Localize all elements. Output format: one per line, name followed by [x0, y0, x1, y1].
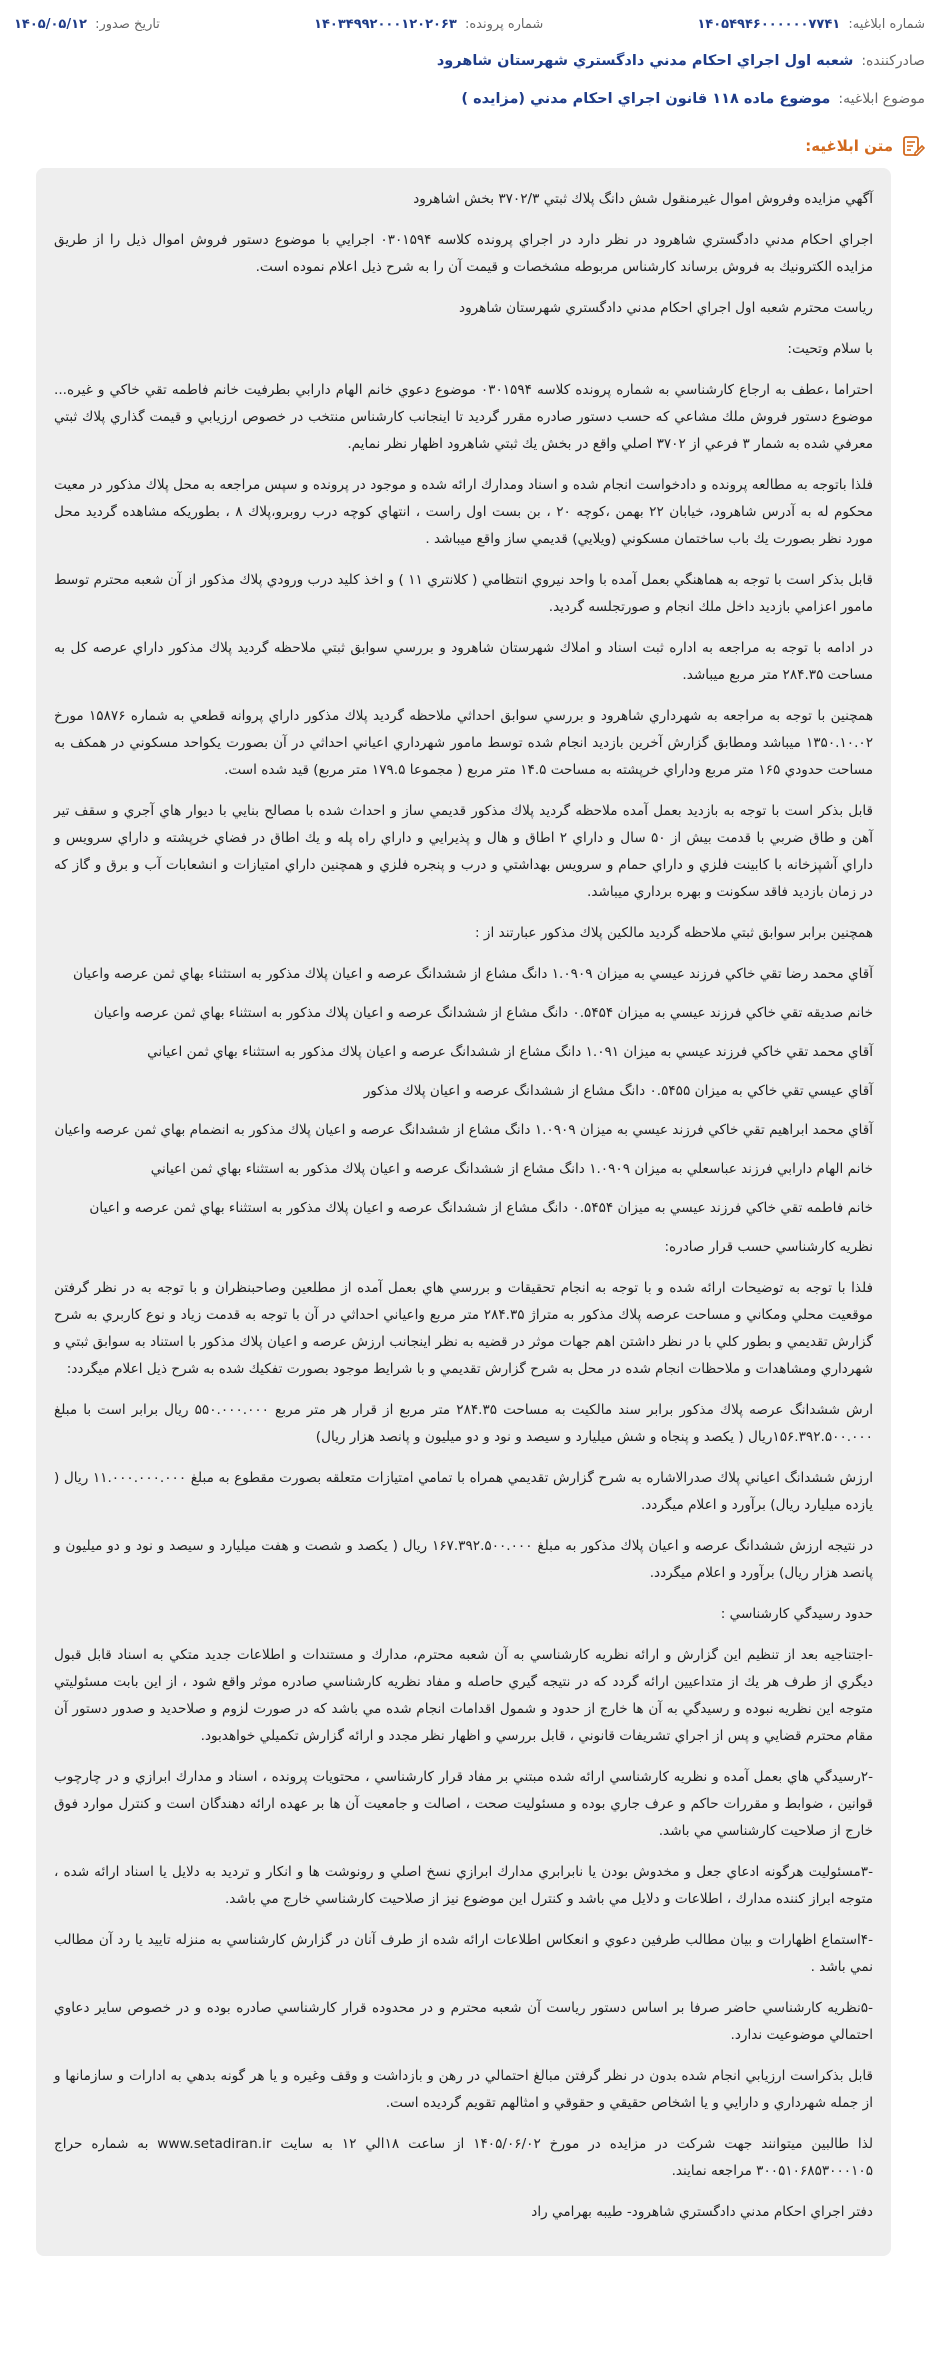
notice-text-heading	[14, 124, 925, 168]
issue-date	[14, 17, 160, 32]
notice-paragraph: ارش ششدانگ عرصه پلاك مذكور برابر سند مالكيت به مساحت ۲۸۴.۳۵ متر مربع از قرار هر متر مربع ۵۵۰.۰۰۰.۰۰۰ ريال برابر است با مبلغ ۱۵۶.۳۹۲.۵۰۰.۰۰۰ريال ( يكصد و پنجاه و شش ميليارد و سيصد و نود و دو ميليون و پانصد هزار ريال)	[54, 1402, 873, 1445]
owner-item: آقاي محمد ابراهيم تقي خاكي فرزند عيسي به ميزان ۱.۰۹۰۹ دانگ مشاع از ششدانگ عرصه و اعيان پلاك مذكور به انضمام بهاي ثمن عرصه واعيان	[54, 1122, 873, 1138]
notice-paragraph: در نتيجه ارزش ششدانگ عرصه و اعيان پلاك مذكور به مبلغ ۱۶۷.۳۹۲.۵۰۰.۰۰۰ ريال ( يكصد و شصت و هفت ميليارد و سيصد و نود و دو ميليون و پانصد هزار ريال) برآورد و اعلام ميگردد.	[54, 1538, 873, 1581]
notice-paragraph: -۳مسئوليت هرگونه ادعاي جعل و مخدوش بودن يا نابرابري مدارك ابرازي نسخ اصلي و رونوشت ها و انكار و ترديد به دلايل يا اسناد ارائه شده ، متوجه ابراز كننده مدارك ، اطلاعات و دلايل مي باشد و كنترل اين موضوع نيز از صلاحيت كارشناسي خارج مي باشد.	[54, 1864, 873, 1907]
notice-paragraph: حدود رسيدگي كارشناسي :	[720, 1606, 873, 1622]
case-number-value: ۱۴۰۳۴۹۹۲۰۰۰۱۲۰۲۰۶۳	[314, 16, 457, 32]
notice-paragraph: ارزش ششدانگ اعياني پلاك صدرالاشاره به شرح گزارش تقديمي همراه با تمامي امتيازات متعلقه بصورت مقطوع به مبلغ ۱۱.۰۰۰.۰۰۰.۰۰۰ ريال ( يازده ميليارد ريال) برآورد و اعلام ميگردد.	[54, 1470, 873, 1513]
document-edit-icon	[901, 134, 925, 158]
notice-paragraph: فلذا باتوجه به مطالعه پرونده و دادخواست انجام شده و اسناد ومدارك ارائه شده و موجود در پرونده و سپس مراجعه به محل پلاك مذكور در معيت محكوم له به آدرس شاهرود، خيابان ۲۲ بهمن ،كوچه ۲۰ ، بن بست اول راست ، انتهاي كوچه درب روبرو،پلاك ۸ ، بطوريكه مشاهده گرديد محل مورد نظر بصورت يك باب ساختمان مسكوني (ويلايي) قديمي ساز واقع ميباشد .	[54, 477, 873, 547]
notice-paragraph: لذا طالبين ميتوانند جهت شركت در مزايده در مورخ ۱۴۰۵/۰۶/۰۲ از ساعت ۱۸الي ۱۲ به سايت www.setadiran.ir به شماره حراج ۳۰۰۵۱۰۶۸۵۳۰۰۰۱۰۵ مراجعه نمايند.	[54, 2136, 873, 2179]
owner-item: آقاي محمد رضا تقي خاكي فرزند عيسي به ميزان ۱.۰۹۰۹ دانگ مشاع از ششدانگ عرصه و اعيان پلاك مذكور به استثناء بهاي ثمن عرصه واعيان	[73, 966, 873, 982]
owner-item: آقاي محمد تقي خاكي فرزند عيسي به ميزان ۱.۰۹۱ دانگ مشاع از ششدانگ عرصه و اعيان پلاك مذكور به استثناء بهاي ثمن اعياني	[147, 1044, 873, 1060]
notice-paragraph: آگهي مزايده وفروش اموال غيرمنقول شش دانگ پلاك ثبتي ۳۷۰۲/۳ بخش اشاهرود	[413, 191, 873, 207]
notice-paragraph: قابل بذكراست ارزيابي انجام شده بدون در نظر گرفتن مبالغ احتمالي در رهن و بازداشت و وقف وغيره و يا هر گونه بدهي به ادارات و سازمانها و از جمله شهرداري و دارايي و يا اشخاص حقيقي و حقوقي و امثالهم تقويم گرديده است.	[54, 2068, 873, 2111]
notice-number	[697, 17, 925, 32]
subject-value: موضوع ماده ۱۱۸ قانون اجراي احكام مدني (مزايده )	[461, 91, 831, 107]
case-number-label: شماره پرونده:	[464, 16, 544, 32]
owner-item: آقاي عيسي تقي خاكي به ميزان ۰.۵۴۵۵ دانگ مشاع از ششدانگ عرصه و اعيان پلاك مذكور	[363, 1083, 873, 1099]
issue-date-label: تاریخ صدور:	[95, 16, 160, 32]
issuer-row	[14, 42, 925, 80]
notice-header	[0, 0, 939, 168]
notice-paragraph: قابل بذكر است با توجه به هماهنگي بعمل آمده با واحد نيروي انتظامي ( كلانتري ۱۱ ) و اخذ كليد درب ورودي پلاك مذكور از آن شعبه محترم توسط مامور اعزامي بازديد داخل ملك انجام و صورتجلسه گرديد.	[54, 572, 873, 615]
notice-paragraph: نظريه كارشناسي حسب قرار صادره:	[664, 1239, 873, 1255]
notice-number-value: ۱۴۰۵۴۹۴۶۰۰۰۰۰۰۷۷۴۱	[697, 16, 841, 32]
notice-paragraph: در ادامه با توجه به مراجعه به اداره ثبت اسناد و املاك شهرستان شاهرود و بررسي سوابق ثبتي ملاحظه گرديد پلاك مذكور داراي عرصه كل به مساحت ۲۸۴.۳۵ متر مربع ميباشد.	[54, 640, 873, 683]
notice-paragraph: همچنين با توجه به مراجعه به شهرداري شاهرود و بررسي سوابق احداثي ملاحظه گرديد پلاك مذكور داراي پروانه قطعي به شماره ۱۵۸۷۶ مورخ ۱۳۵۰.۱۰.۰۲ ميباشد ومطابق گزارش آخرين بازديد انجام شده توسط مامور شهرداري اعياني احداثي در آن بصورت يكواحد مسكوني در همكف به مساحت حدودي ۱۶۵ متر مربع وداراي خرپشته به مساحت ۱۴.۵ متر مربع ( مجموعا ۱۷۹.۵ متر مربع) قيد شده است.	[54, 708, 874, 778]
owner-item: خانم صديقه تقي خاكي فرزند عيسي به ميزان ۰.۵۴۵۴ دانگ مشاع از ششدانگ عرصه و اعيان پلاك مذكور به استثناء بهاي ثمن عرصه واعيان	[93, 1005, 873, 1021]
case-number	[314, 17, 543, 32]
notice-paragraph: -۴استماع اظهارات و بيان مطالب طرفين دعوي و انعكاس اطلاعات ارائه شده از طرف آنان در گزارش كارشناسي به منزله تاييد يا رد آن مطالب نمي باشد .	[54, 1932, 873, 1975]
notice-paragraph: -۲رسيدگي هاي بعمل آمده و نظريه كارشناسي ارائه شده مبتني بر مفاد قرار كارشناسي ، محتويات پرونده ، اسناد و مدارك ابرازي و در چارچوب قوانين ، ضوابط و مقررات حاكم و عرف جاري بوده و مسئوليت صحت ، اصالت و جامعيت آن ها بر عهده ارائه دهندگان است و كنترل موارد فوق خارج از صلاحيت كارشناسي مي باشد.	[54, 1769, 873, 1839]
notice-paragraph: با سلام وتحيت:	[787, 341, 873, 357]
notice-paragraph: قابل بذكر است با توجه به بازديد بعمل آمده ملاحظه گرديد پلاك مذكور قديمي ساز و احداث شده با مصالح بنايي با ديوار هاي آجري و سقف تير آهن و طاق ضربي با قدمت بيش از ۵۰ سال و داراي ۲ اطاق و هال و پذيرايي و داراي راه پله و يك اطاق در فضاي خرپشته و داراي سرويس و داراي آشپزخانه با كابينت فلزي و داراي حمام و سرويس بهداشتي و درب و پنجره فلزي و همچنين داراي امتيازات و انشعابات آب و برق و گاز كه در زمان بازديد فاقد سكونت و بهره برداري ميباشد.	[54, 803, 873, 900]
issuer-label: صادرکننده:	[861, 53, 925, 69]
meta-row	[14, 6, 925, 42]
notice-paragraph: فلذا با توجه به توضيحات ارائه شده و با توجه به انجام تحقيقات و بررسي هاي بعمل آمده از مطلعين وصاحبنظران و با توجه به در نظر گرفتن موقعيت محلي ومكاني و مساحت عرصه پلاك مذكور به متراژ ۲۸۴.۳۵ متر مربع واعياني احداثي در آن با توجه به قدمت زياد و نوع كاربري به شرح گزارش تقديمي و بطور كلي با در نظر داشتن اهم جهات موثر در قضيه به نظر اينجانب ارزش عرصه و اعيان پلاك مذكور با استناد به سوابق ثبتي و شهرداري ومشاهدات و ملاحظات انجام شده در محل به شرح گزارش تقديمي و با شرايط موجود بصورت تفكيك شده به شرح ذيل اعلام ميگردد:	[54, 1280, 873, 1377]
subject-row	[14, 80, 925, 118]
notice-body	[36, 168, 891, 2256]
subject-label: موضوع ابلاغیه:	[838, 91, 925, 107]
notice-paragraph: -۵نظريه كارشناسي حاضر صرفا بر اساس دستور رياست آن شعبه محترم و در محدوده قرار كارشناسي صادره بوده و در خصوص ساير دعاوي احتمالي موضوعيت ندارد.	[54, 2000, 873, 2043]
notice-text-title: متن ابلاغیه:	[805, 137, 893, 155]
notice-paragraph: -اجتناجيه بعد از تنظيم اين گزارش و ارائه نظريه كارشناسي به آن شعبه محترم، مدارك و مستندات و اطلاعات جديد متكي به اسناد قابل قبول ديگري از طرف هر يك از متداعيين ارائه گردد كه در نتيجه گيري حاصله و مفاد نظريه كارشناسي صادره موثر واقع شود ، از اين بابت مسئوليتي متوجه اين نظريه نبوده و رسيدگي به آن ها خارج از حدود و شمول اقدامات انجام شده مي باشد كه در صورت لزوم و صلاحديد و صدور دستور آن مقام محترم قضايي و پس از اجراي تشريفات قانوني ، قابل بررسي و اظهار نظر مجدد و ارائه گزارش تكميلي خواهدبود.	[54, 1647, 873, 1744]
notice-paragraph: اجراي احكام مدني دادگستري شاهرود در نظر دارد در اجراي پرونده كلاسه ۰۳۰۱۵۹۴ اجرايي با موضوع دستور فروش اموال ذيل را از طريق مزايده الكترونيك به فروش برساند كارشناس مربوطه مشخصات و قيمت آن را به شرح ذيل اعلام نموده است.	[54, 232, 874, 275]
notice-paragraph: همچنين برابر سوابق ثبتي ملاحظه گرديد مالكين پلاك مذكور عبارتند از :	[475, 925, 873, 941]
notice-paragraph: دفتر اجراي احكام مدني دادگستري شاهرود- طيبه بهرامي راد	[531, 2204, 873, 2220]
issuer-value: شعبه اول اجراي احكام مدني دادگستري شهرستان شاهرود	[436, 53, 854, 69]
issue-date-value: ۱۴۰۵/۰۵/۱۲	[14, 16, 87, 32]
notice-paragraph: احتراما ،عطف به ارجاع كارشناسي به شماره پرونده كلاسه ۰۳۰۱۵۹۴ موضوع دعوي خانم الهام دارابي بطرفيت خانم فاطمه تقي خاكي و غيره... موضوع دستور فروش ملك مشاعي كه حسب دستور صادره مقرر گرديد تا اينجانب كارشناس منتخب در خصوص ارزيابي و قيمت گذاري پلاك ثبتي معرفي شده به شمار ۳ فرعي از ۳۷۰۲ اصلي واقع در بخش يك ثبتي شاهرود اظهار نظر نمايم.	[54, 382, 873, 452]
owner-item: خانم فاطمه تقي خاكي فرزند عيسي به ميزان ۰.۵۴۵۴ دانگ مشاع از ششدانگ عرصه و اعيان پلاك مذكور به استثناء بهاي ثمن عرصه و اعيان	[89, 1200, 873, 1216]
notice-paragraph: رياست محترم شعبه اول اجراي احكام مدني دادگستري شهرستان شاهرود	[459, 300, 873, 316]
owner-item: خانم الهام دارابي فرزند عباسعلي به ميزان ۱.۰۹۰۹ دانگ مشاع از ششدانگ عرصه و اعيان پلاك مذكور به استثناء بهاي ثمن اعياني	[150, 1161, 873, 1177]
notice-number-label: شماره ابلاغیه:	[848, 16, 925, 32]
